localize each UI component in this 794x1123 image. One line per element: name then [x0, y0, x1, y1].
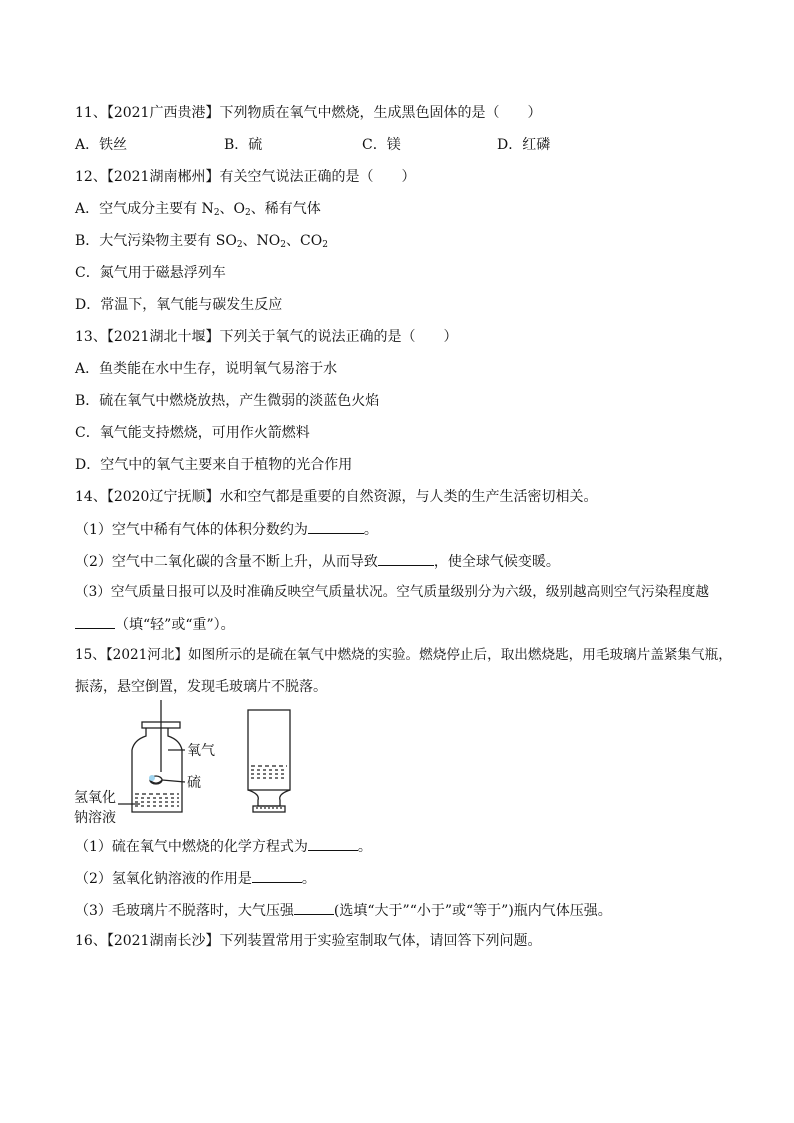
q15-blank-2[interactable] — [252, 868, 302, 883]
q12-option-a: A．空气成分主要有 $N_2$、$O_2$、稀有气体 — [75, 201, 321, 218]
q15-blank-3[interactable] — [294, 900, 334, 915]
q15-experiment-figure — [70, 700, 310, 830]
q13-option-d: D．空气中的氧气主要来自于植物的光合作用 — [75, 457, 353, 473]
bottle-body — [132, 728, 182, 812]
q11-option-b: B．硫 — [224, 137, 263, 153]
q15-part-2: （2）氢氧化钠溶液的作用是 。 — [75, 868, 316, 888]
q12-option-d: D．常温下，氧气能与碳发生反应 — [75, 297, 283, 313]
q14-part-3-line2: （填“轻”或“重”）。 — [75, 614, 235, 634]
q13-option-b: B．硫在氧气中燃烧放热，产生微弱的淡蓝色火焰 — [75, 393, 380, 409]
q12-option-b: B．大气污染物主要有 $SO_2$、$NO_2$、$CO_2$ — [75, 233, 328, 250]
label-sulfur: 硫 — [187, 775, 201, 791]
q13-option-c: C．氧气能支持燃烧，可用作火箭燃料 — [75, 425, 310, 441]
sulfur-sample — [149, 775, 155, 781]
q14-blank-2[interactable] — [378, 551, 434, 566]
q15-blank-1[interactable] — [308, 836, 358, 851]
q14-part-2: （2）空气中二氧化碳的含量不断上升，从而导致 ，使全球气候变暖。 — [75, 551, 560, 571]
q14-stem: 14、【2020辽宁抚顺】水和空气都是重要的自然资源，与人类的生产生活密切相关。 — [75, 489, 598, 505]
q14-blank-3[interactable] — [75, 614, 115, 629]
q15-part-3: （3）毛玻璃片不脱落时，大气压强 (选填“大于”“小于”或“等于”)瓶内气体压强。 — [75, 900, 612, 920]
glass-plate — [253, 806, 285, 812]
q16-stem: 16、【2021湖南长沙】下列装置常用于实验室制取气体，请回答下列问题。 — [75, 933, 542, 949]
q14-blank-1[interactable] — [308, 519, 364, 534]
label-naoh-line2: 钠溶液 — [74, 810, 116, 826]
q12-option-c: C．氮气用于磁悬浮列车 — [75, 265, 226, 281]
q12-stem: 12、【2021湖南郴州】有关空气说法正确的是（ ） — [75, 169, 416, 185]
gas-bottle-upright — [118, 700, 185, 812]
q11-option-d: D．红磷 — [497, 137, 551, 153]
inverted-bottle-neck — [248, 790, 290, 806]
q15-stem-line1: 15、【2021河北】如图所示的是硫在氧气中燃烧的实验。燃烧停止后，取出燃烧匙，用毛玻璃片盖紧集气瓶， — [75, 647, 732, 663]
q11-option-c: C．镁 — [362, 137, 401, 153]
q13-option-a: A．鱼类能在水中生存，说明氧气易溶于水 — [75, 361, 338, 377]
q15-stem-line2: 振荡，悬空倒置，发现毛玻璃片不脱落。 — [75, 679, 327, 695]
gas-bottle-inverted — [248, 710, 290, 812]
label-oxygen: 氧气 — [187, 743, 215, 759]
label-naoh-line1: 氢氧化 — [74, 790, 116, 806]
q14-part-3-line1: （3）空气质量日报可以及时准确反映空气质量状况。空气质量级别分为六级，级别越高则空气污染程度越 — [75, 584, 709, 600]
q11-stem: 11、【2021广西贵港】下列物质在氧气中燃烧，生成黑色固体的是（ ） — [75, 105, 542, 121]
q15-part-1: （1）硫在氧气中燃烧的化学方程式为 。 — [75, 836, 372, 856]
q13-stem: 13、【2021湖北十堰】下列关于氧气的说法正确的是（ ） — [75, 329, 458, 345]
q11-option-a: A．铁丝 — [75, 137, 128, 153]
q14-part-1: （1）空气中稀有气体的体积分数约为 。 — [75, 519, 378, 539]
